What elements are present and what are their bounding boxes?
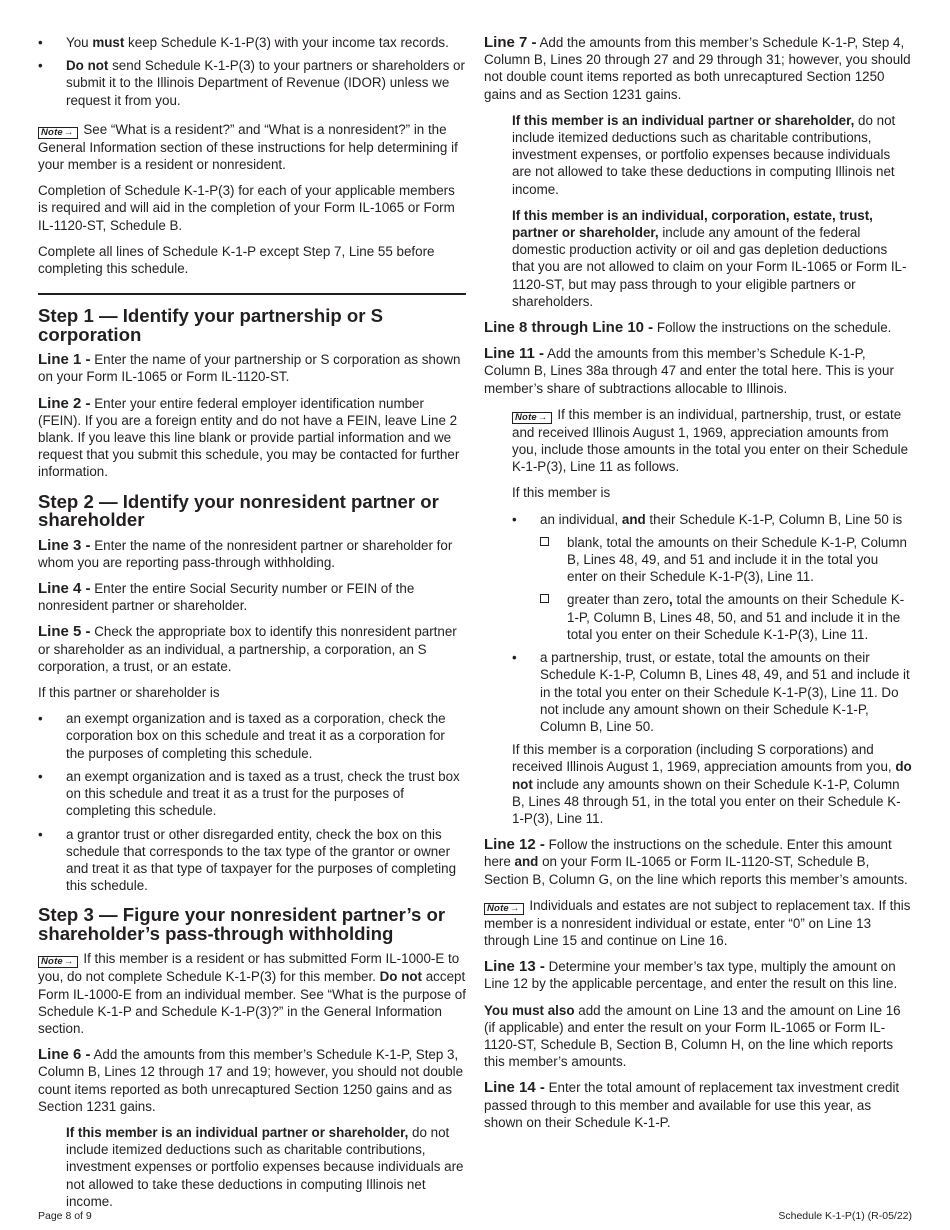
line2-label: Line 2 - bbox=[38, 394, 91, 412]
line13-paragraph: Line 13 - Determine your member’s tax type, multiply the amount on Line 12 by the applicable percentage, and enter the result on this line. bbox=[484, 958, 898, 992]
note-appreciation: Note → If this member is an individual, partnership, trust, or estate and received Illinois August 1, 1969, appreciation amounts from you, include those amounts in the total you enter on their Schedule K-1-P(3), Line 11 as follows. bbox=[484, 406, 912, 476]
step2-heading: Step 2 — Identify your nonresident partner or shareholder bbox=[38, 490, 439, 531]
line5-label: Line 5 - bbox=[38, 623, 91, 641]
line7-individual-note: If this member is an individual partner or shareholder, do not include itemized deductions such as charitable contributions, investment expenses, or portfolio expenses because individuals are not allowed to take these deductions in computing Illinois net income. bbox=[512, 112, 896, 197]
step3-heading: Step 3 — Figure your nonresident partner’s or shareholder’s pass-through withholding bbox=[38, 904, 446, 944]
if-member-text: If this member is bbox=[512, 485, 611, 501]
line6-label: Line 6 - bbox=[38, 1046, 91, 1064]
checkbox-item-blank: blank, total the amounts on their Schedule K-1-P, Column B, Lines 48, 49, and 51 and include it in the total you enter on their Schedule K-1-P(3), Line 11. bbox=[540, 534, 912, 586]
bullet-do-not-send: • Do not send Schedule K-1-P(3) to your partners or shareholders or submit it to the Illinois Department of Revenue (IDOR) unless we request it from you. bbox=[38, 57, 466, 109]
paragraph-completion: Completion of Schedule K-1-P(3) for each of your applicable members is required and will aid in the completion of your Form IL-1065 or Form IL-1120-ST, Schedule B. bbox=[38, 183, 455, 233]
line14-paragraph: Line 14 - Enter the total amount of replacement tax investment credit passed through to this member and available for use this year, as shown on their Schedule K-1-P. bbox=[484, 1079, 900, 1130]
corporation-note: If this member is a corporation (including S corporations) and received Illinois August 1, 1969, appreciation amounts from you, do not include any amounts shown on their Schedule K-1-P, Column B, Lines 48 through 51, in the total you enter on their Schedule K-1-P(3), Line 11. bbox=[512, 742, 912, 826]
line5-paragraph: Line 5 - Check the appropriate box to identify this nonresident partner or shareholder as an individual, a partnership, a corporation, an S corporation, a trust, or an estate. bbox=[38, 623, 457, 674]
line8-label: Line 8 through Line 10 - bbox=[484, 319, 654, 337]
bullet-grantor-trust: • a grantor trust or other disregarded entity, check the box on this schedule that corresponds to the tax type of the grantor or owner and treat it as that type of taxpayer for the purposes of completing this schedule. bbox=[38, 826, 466, 895]
line7-paragraph: Line 7 - Add the amounts from this member’s Schedule K-1-P, Step 4, Column B, Lines 20 through 27 and 29 through 31; however, you should not double count items reported as both unrecaptured Section 1250 gains and as Section 1231 gains. bbox=[484, 34, 911, 102]
line12-label: Line 12 - bbox=[484, 836, 545, 854]
line2-paragraph: Line 2 - Enter your entire federal employer identification number (FEIN). If you are a foreign entity and do not have a FEIN, leave Line 2 blank. If you leave this line blank or provide partial information and we request that you submit this schedule, you may be contacted for further information. bbox=[38, 394, 460, 480]
bullet-exempt-trust: • an exempt organization and is taxed as a trust, check the trust box on this schedule and treat it as a trust for the purposes of completing this schedule. bbox=[38, 768, 466, 820]
line8-10-paragraph: Line 8 through Line 10 - Follow the instructions on the schedule. bbox=[484, 319, 892, 337]
checkbox-item-greater: greater than zero, total the amounts on their Schedule K-1-P, Column B, Lines 48, 50, and 51 and include it in the total you enter on their Schedule K-1-P(3), Line 11. bbox=[540, 591, 912, 643]
line7-label: Line 7 - bbox=[484, 34, 537, 51]
line6-paragraph: Line 6 - Add the amounts from this member’s Schedule K-1-P, Step 3, Column B, Lines 12 through 17 and 19; however, you should not double count items reported as both unrecaptured Section 1250 gains and as Section 1231 gains. bbox=[38, 1046, 464, 1114]
line14-label: Line 14 - bbox=[484, 1079, 545, 1097]
member-list bbox=[484, 511, 912, 735]
if-partner-text: If this partner or shareholder is bbox=[38, 685, 220, 701]
note-replacement-tax: Note → Individuals and estates are not subject to replacement tax. If this member is a nonresident individual or estate, enter “0” on Line 13 through Line 15 and continue on Line 16. bbox=[484, 897, 912, 949]
bullet-keep-records: • You must keep Schedule K-1-P(3) with your income tax records. bbox=[38, 34, 466, 51]
note-icon: Note → bbox=[512, 412, 552, 424]
note-resident: Note → See “What is a resident?” and “What is a nonresident?” in the General Information section of these instructions for help determining if your member is a resident or nonresident. bbox=[38, 121, 466, 173]
line7-all-members-note: If this member is an individual, corporation, estate, trust, partner or shareholder, include any amount of the federal domestic production activity or oil and gas depletion deductions that you are not allowed to claim on your Form IL-1065 or Form IL-1120-ST, but may pass through to your eligible partners or shareholders. bbox=[512, 207, 907, 309]
must-also-paragraph: You must also add the amount on Line 13 and the amount on Line 16 (if applicable) and enter the result on your Form IL-1065 or Form IL-1120-ST, Schedule B, Section B, Column H, on the line which reports this member’s amounts. bbox=[484, 1002, 901, 1070]
bullet-individual: • an individual, and their Schedule K-1-P, Column B, Line 50 is bbox=[512, 511, 912, 528]
right-column bbox=[484, 34, 912, 1140]
note-icon: Note → bbox=[38, 127, 78, 139]
line4-label: Line 4 - bbox=[38, 580, 91, 598]
paragraph-complete-all: Complete all lines of Schedule K-1-P except Step 7, Line 55 before completing this schedule. bbox=[38, 243, 435, 277]
bullet-partnership-trust-estate: • a partnership, trust, or estate, total the amounts on their Schedule K-1-P, Column B, Lines 48, 49, and 51 and include it in the total you enter on their Schedule K-1-P(3), Line 11. Do not include any amount shown on their Schedule K-1-P, Column B, Line 50. bbox=[512, 649, 912, 735]
bullet-exempt-corporation: • an exempt organization and is taxed as a corporation, check the corporation box on this schedule and treat it as a corporation for the purposes of completing this schedule. bbox=[38, 710, 466, 762]
line1-paragraph: Line 1 - Enter the name of your partnership or S corporation as shown on your Form IL-1065 or Form IL-1120-ST. bbox=[38, 351, 461, 385]
form-identifier: Schedule K-1-P(1) (R-05/22) bbox=[778, 1210, 912, 1222]
page-number: Page 8 of 9 bbox=[38, 1210, 92, 1222]
line11-label: Line 11 - bbox=[484, 345, 545, 363]
note-resident-member: Note → If this member is a resident or has submitted Form IL-1000-E to you, do not complete Schedule K-1-P(3) for this member. Do not accept Form IL-1000-E from an individual member. See “What is the purpose of Schedule K-1-P and Schedule K-1-P(3)?” in the General Information section. bbox=[38, 950, 466, 1037]
individual-sublist bbox=[512, 534, 912, 643]
line1-label: Line 1 - bbox=[38, 351, 91, 369]
line3-label: Line 3 - bbox=[38, 536, 91, 554]
line13-label: Line 13 - bbox=[484, 958, 545, 976]
line12-paragraph: Line 12 - Follow the instructions on the schedule. Enter this amount here and on your Form IL-1065 or Form IL-1120-ST, Schedule B, Section B, Column G, on the line which reports this member’s amounts. bbox=[484, 836, 908, 887]
line6-individual-note: If this member is an individual partner or shareholder, do not include itemized deductions such as charitable contributions, investment expenses or portfolio expenses because individuals are not allowed to take these deductions in computing Illinois net income. bbox=[66, 1124, 464, 1209]
note-icon: Note → bbox=[38, 956, 78, 968]
note-icon: Note → bbox=[484, 903, 524, 915]
step1-heading: Step 1 — Identify your partnership or S corporation bbox=[38, 305, 384, 345]
section-divider bbox=[38, 293, 466, 295]
line4-paragraph: Line 4 - Enter the entire Social Security number or FEIN of the nonresident partner or shareholder. bbox=[38, 580, 415, 614]
line3-paragraph: Line 3 - Enter the name of the nonresident partner or shareholder for whom you are reporting pass-through withholding. bbox=[38, 536, 453, 570]
left-column bbox=[38, 34, 466, 1219]
line11-paragraph: Line 11 - Add the amounts from this member’s Schedule K-1-P, Column B, Lines 38a through 47 and enter the total here. This is your member’s share of subtractions allocable to Illinois. bbox=[484, 345, 894, 396]
